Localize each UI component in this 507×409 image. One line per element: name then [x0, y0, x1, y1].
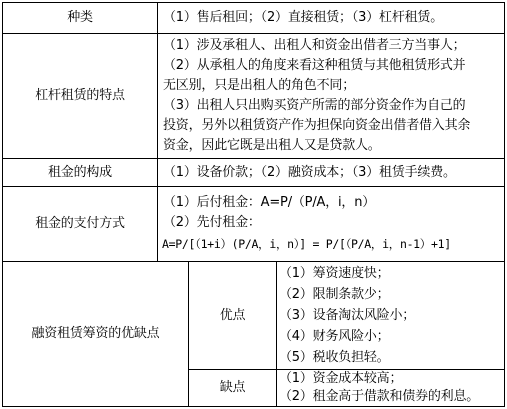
feature-line: （2）从承租人的角度来看这种租赁与其他租赁形式并 [163, 58, 466, 73]
pros-list [279, 263, 503, 369]
row-leverage-label-cell [3, 34, 157, 158]
row-pros-cons-label-cell [3, 262, 188, 406]
row-leverage-content-cell [163, 36, 503, 158]
row-types-label-cell [3, 3, 157, 33]
column-divider [276, 261, 277, 407]
column-divider [157, 2, 158, 262]
table-border-bottom [2, 406, 505, 407]
feature-line: （3）出租人只出购买资产所需的部分资金作为自己的 [163, 98, 466, 113]
list-item: （1）资金成本较高； [279, 371, 403, 386]
row-label: 杠杆租赁的特点 [35, 88, 125, 103]
payment-prepaid-label: （2）先付租金： [163, 215, 261, 230]
row-rent-composition-label-cell [3, 159, 157, 186]
feature-line: 投资，另外以租赁资产作为担保向资金出借者借入其余 [163, 118, 471, 133]
list-item: （5）税收负担轻。 [279, 350, 390, 365]
list-item: （4）财务风险小； [279, 329, 390, 344]
row-label: 种类 [67, 10, 93, 25]
cons-list [279, 370, 503, 406]
feature-line: 无区别，只是出租人的角色不同； [163, 78, 356, 93]
feature-line: （1）涉及承租人、出租人和资金出借者三方当事人； [163, 38, 466, 53]
table-border-right [504, 2, 505, 407]
pros-label-cell [189, 262, 276, 369]
payment-formula-prepaid: A=P/[（1+i）(P/A，i，n）] = P/[（P/A，i，n-1）+1] [162, 237, 451, 251]
list-item: （1）筹资速度快； [279, 266, 390, 281]
row-types-content-cell [163, 3, 501, 33]
row-payment-label-cell [3, 187, 157, 261]
payment-formula-postpaid: （1）后付租金：A=P/（P/A，i，n） [163, 195, 376, 210]
list-item: （2）租金高于借款和债券的利息。 [279, 389, 480, 404]
row-rent-composition-content-cell [163, 159, 501, 186]
row-label: 融资租赁筹资的优缺点 [31, 326, 160, 341]
list-item: （3）设备淘汰风险小； [279, 308, 416, 323]
row-content: （1）设备价款；（2）融资成本；（3）租赁手续费。 [163, 164, 456, 180]
row-label: 租金的支付方式 [35, 216, 125, 231]
list-item: （2）限制条款少； [279, 287, 390, 302]
row-content: （1）售后租回；（2）直接租赁；（3）杠杆租赁。 [163, 10, 444, 25]
pros-label: 优点 [219, 307, 246, 323]
cons-label-cell [189, 370, 276, 406]
cons-label: 缺点 [219, 380, 246, 395]
feature-line: 资金，因此它既是出租人又是贷款人。 [163, 138, 381, 153]
row-label: 租金的构成 [47, 164, 112, 180]
